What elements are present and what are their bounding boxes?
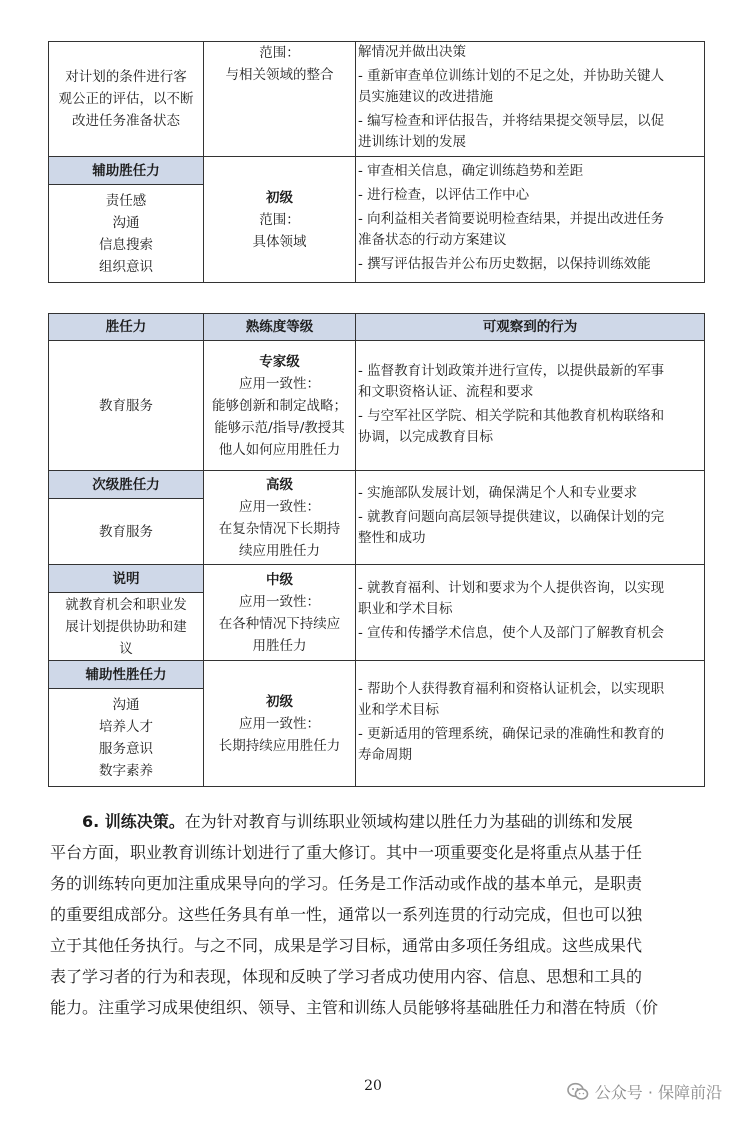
- aux-competency-item: 沟通: [112, 214, 140, 231]
- header-proficiency: 熟练度等级: [204, 314, 356, 341]
- aux-competency-item: 沟通: [112, 696, 140, 713]
- paragraph-line: [50, 806, 700, 837]
- competency-name: 教育服务: [49, 341, 204, 471]
- level-title: 初级: [266, 189, 293, 206]
- behavior-item: [358, 578, 704, 623]
- proficiency-level-cell: [204, 341, 356, 471]
- behavior-line: - 重新审查单位训练计划的不足之处，并协助关键人: [358, 68, 665, 84]
- level-title: 初级: [266, 693, 293, 710]
- paragraph-text: 在为针对教育与训练职业领域构建以胜任力为基础的训练和发展: [184, 812, 633, 831]
- aux-competency-item: 信息搜索: [99, 236, 153, 253]
- wechat-icon: [567, 1082, 589, 1102]
- header-behaviors: 可观察到的行为: [356, 314, 705, 341]
- behavior-item: [358, 42, 704, 66]
- behavior-line: - 宣传和传播学术信息，使个人及部门了解教育机会: [358, 625, 665, 641]
- proficiency-level-cell: [204, 565, 356, 661]
- behaviors-cell: [356, 42, 705, 157]
- behavior-line: - 就教育问题向高层领导提供建议，以确保计划的完: [358, 509, 665, 525]
- paragraph-line: 表了学习者的行为和表现，体现和反映了学习者成功使用内容、信息、思想和工具的: [50, 967, 643, 986]
- paragraph-line: 务的训练转向更加注重成果导向的学习。任务是工作活动或作战的基本单元，是职责: [50, 874, 643, 893]
- behavior-item: [358, 679, 704, 724]
- behaviors-cell: [356, 341, 705, 471]
- level-title: 专家级: [259, 353, 300, 370]
- aux-competency-list: [49, 689, 204, 787]
- level-line: 能够创新和制定战略；: [212, 397, 347, 414]
- behavior-line: 解情况并做出决策: [358, 44, 466, 60]
- behaviors-cell: [356, 661, 705, 787]
- behavior-item: [358, 406, 704, 451]
- behavior-line: - 与空军社区学院、相关学院和其他教育机构联络和: [358, 407, 665, 424]
- behavior-item: [358, 623, 704, 647]
- behavior-item: [358, 724, 704, 769]
- level-line: 长期持续应用胜任力: [218, 737, 341, 754]
- description-line: 就教育机会和职业发: [65, 596, 187, 613]
- behavior-item: [358, 111, 704, 156]
- behavior-item: [358, 185, 704, 209]
- level-line: 应用一致性：: [239, 715, 320, 732]
- behavior-line: 业和学术目标: [358, 701, 439, 718]
- behavior-line: - 向利益相关者简要说明检查结果，并提出改进任务: [358, 211, 665, 227]
- behavior-line: 整性和成功: [358, 530, 426, 546]
- aux-competency-item: 组织意识: [99, 258, 153, 275]
- aux-competency-list: [49, 185, 204, 283]
- aux-competency-header: 辅助性胜任力: [49, 661, 204, 689]
- level-line: 范围：: [259, 211, 300, 228]
- behavior-item: [358, 209, 704, 254]
- description-header: 说明: [49, 565, 204, 593]
- level-line: 用胜任力: [252, 637, 307, 654]
- level-line: 应用一致性：: [239, 498, 320, 515]
- behavior-item: [358, 254, 704, 278]
- aux-competency-header: 辅助胜任力: [49, 157, 204, 185]
- level-title: 高级: [266, 476, 293, 493]
- level-line: 续应用胜任力: [239, 542, 320, 559]
- behavior-line: 职业和学术目标: [358, 601, 453, 617]
- behavior-line: - 就教育福利、计划和要求为个人提供咨询，以实现: [358, 580, 665, 596]
- behaviors-cell: [356, 471, 705, 565]
- level-line: 范围：: [259, 45, 300, 61]
- watermark-text: 公众号 · 保障前沿: [594, 1083, 722, 1102]
- behavior-line: - 帮助个人获得教育福利和资格认证机会，以实现职: [358, 680, 665, 697]
- description-text: [49, 593, 204, 661]
- behavior-line: - 编写检查和评估报告，并将结果提交领导层，以促: [358, 113, 665, 129]
- level-line: 在各种情况下持续应: [218, 615, 341, 632]
- behavior-line: - 更新适用的管理系统，确保记录的准确性和教育的: [358, 725, 665, 742]
- proficiency-level-cell: [204, 471, 356, 565]
- paragraph-line: 的重要组成部分。这些任务具有单一性，通常以一系列连贯的行动完成，但也可以独: [50, 905, 643, 924]
- body-paragraph: [50, 806, 700, 1023]
- competency-description-cell: [49, 42, 204, 157]
- behavior-item: [358, 66, 704, 111]
- description-line: 对计划的条件进行客: [65, 69, 187, 85]
- description-line: 展计划提供协助和建: [65, 618, 187, 635]
- proficiency-level-cell: [204, 157, 356, 283]
- level-line: 在复杂情况下长期持: [218, 520, 341, 537]
- aux-competency-item: 培养人才: [99, 718, 153, 735]
- behavior-item: [358, 361, 704, 406]
- sub-competency-header: 次级胜任力: [49, 471, 204, 499]
- level-title: 中级: [266, 571, 293, 588]
- behavior-line: - 审查相关信息，确定训练趋势和差距: [358, 163, 584, 179]
- level-line: 应用一致性：: [239, 375, 320, 392]
- behaviors-cell: [356, 565, 705, 661]
- aux-competency-item: 责任感: [105, 192, 147, 209]
- behavior-line: 准备状态的行动方案建议: [358, 232, 507, 248]
- behavior-line: 协调，以完成教育目标: [358, 428, 493, 445]
- behavior-line: 员实施建议的改进措施: [358, 89, 493, 105]
- description-line: 改进任务准备状态: [72, 113, 180, 129]
- behavior-line: - 进行检查，以评估工作中心: [358, 187, 530, 203]
- description-line: 议: [119, 640, 133, 657]
- paragraph-line: 平台方面，职业教育训练计划进行了重大修订。其中一项重要变化是将重点从基于任: [50, 843, 643, 862]
- level-line: 应用一致性：: [239, 593, 320, 610]
- level-line: 与相关领域的整合: [225, 67, 334, 83]
- proficiency-level-cell: [204, 661, 356, 787]
- header-competency: 胜任力: [49, 314, 204, 341]
- page-number: 20: [364, 1078, 382, 1094]
- behavior-line: 进训练计划的发展: [358, 134, 466, 150]
- competency-table-1: [48, 41, 705, 283]
- paragraph-line: 立于其他任务执行。与之不同，成果是学习目标，通常由多项任务组成。这些成果代: [50, 936, 643, 955]
- behavior-line: - 撰写评估报告并公布历史数据，以保持训练效能: [358, 256, 651, 272]
- section-heading: 6. 训练决策。: [82, 812, 185, 831]
- paragraph-line: 能力。注重学习成果使组织、领导、主管和训练人员能够将基础胜任力和潜在特质（价: [50, 998, 659, 1017]
- behavior-item: [358, 507, 704, 552]
- watermark: [567, 1080, 722, 1103]
- behavior-item: [358, 483, 704, 507]
- behavior-line: - 监督教育计划政策并进行宣传，以提供最新的军事: [358, 362, 665, 379]
- behavior-line: 寿命周期: [358, 746, 412, 763]
- level-line: 他人如何应用胜任力: [218, 441, 341, 458]
- level-line: 能够示范/指导/教授其: [214, 419, 345, 436]
- description-line: 观公正的评估，以不断: [58, 91, 194, 107]
- behavior-item: [358, 161, 704, 185]
- proficiency-level-cell: [204, 42, 356, 157]
- behavior-line: 和文职资格认证、流程和要求: [358, 383, 534, 400]
- behavior-line: - 实施部队发展计划，确保满足个人和专业要求: [358, 485, 638, 501]
- aux-competency-item: 数字素养: [99, 762, 153, 779]
- behaviors-cell: [356, 157, 705, 283]
- competency-name: 教育服务: [49, 499, 204, 565]
- aux-competency-item: 服务意识: [99, 740, 153, 757]
- level-line: 具体领域: [252, 233, 307, 250]
- competency-table-2: [48, 313, 705, 787]
